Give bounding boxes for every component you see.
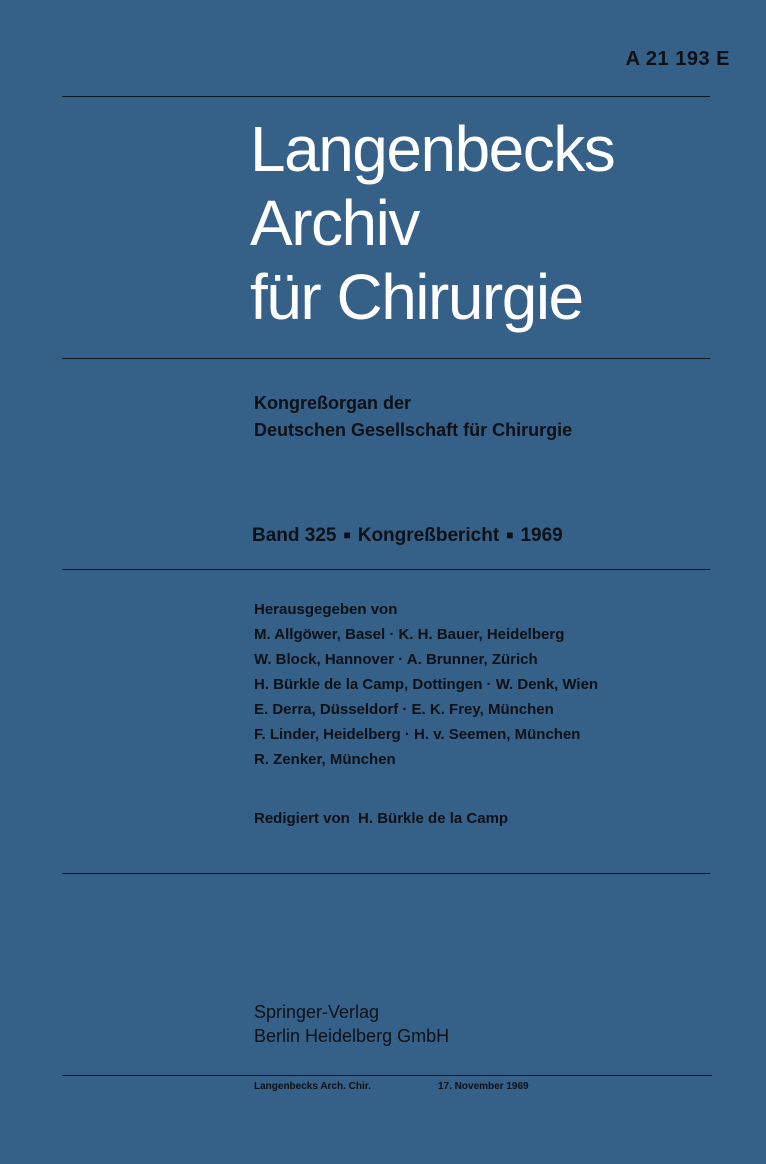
divider-top: [62, 96, 710, 97]
separator-2: ■: [506, 528, 514, 542]
subtitle-line-1: Kongreßorgan der: [254, 393, 412, 413]
editor-line: E. Derra, Düsseldorf · E. K. Frey, München: [254, 701, 554, 718]
catalog-code: A 21 193 E: [625, 48, 730, 70]
editor-line: F. Linder, Heidelberg · H. v. Seemen, München: [254, 726, 581, 743]
divider-band: [62, 569, 710, 570]
volume-info: [252, 525, 563, 547]
editor-line: R. Zenker, München: [254, 751, 396, 768]
redigiert-label: Redigiert von: [254, 810, 350, 827]
publisher: [254, 1000, 449, 1048]
redigiert-name: H. Bürkle de la Camp: [358, 810, 509, 827]
subtitle-line-2: Deutschen Gesellschaft für Chirurgie: [254, 420, 573, 440]
publisher-line-2: Berlin Heidelberg GmbH: [254, 1026, 450, 1046]
separator-1: ■: [343, 528, 351, 542]
publisher-line-1: Springer-Verlag: [254, 1002, 380, 1022]
divider-editors: [62, 873, 710, 874]
redigiert-line: [254, 810, 508, 827]
journal-title: [250, 112, 614, 334]
volume-type: Kongreßbericht: [357, 525, 500, 546]
editor-line: M. Allgöwer, Basel · K. H. Bauer, Heidelberg: [254, 626, 565, 643]
footer-date: 17. November 1969: [438, 1081, 529, 1092]
editor-line: W. Block, Hannover · A. Brunner, Zürich: [254, 651, 538, 668]
volume-year: 1969: [520, 525, 563, 546]
title-line-1: Langenbecks: [250, 113, 615, 185]
subtitle: [254, 390, 572, 444]
title-line-3: für Chirurgie: [250, 261, 583, 333]
volume-number: Band 325: [252, 525, 337, 546]
editor-line: H. Bürkle de la Camp, Dottingen · W. Denk, Wien: [254, 676, 599, 693]
divider-title: [62, 358, 710, 359]
footer-journal: Langenbecks Arch. Chir.: [254, 1081, 371, 1092]
title-line-2: Archiv: [250, 187, 419, 259]
divider-footer: [62, 1075, 712, 1076]
editors-block: [254, 597, 598, 772]
editors-heading: Herausgegeben von: [254, 601, 398, 618]
